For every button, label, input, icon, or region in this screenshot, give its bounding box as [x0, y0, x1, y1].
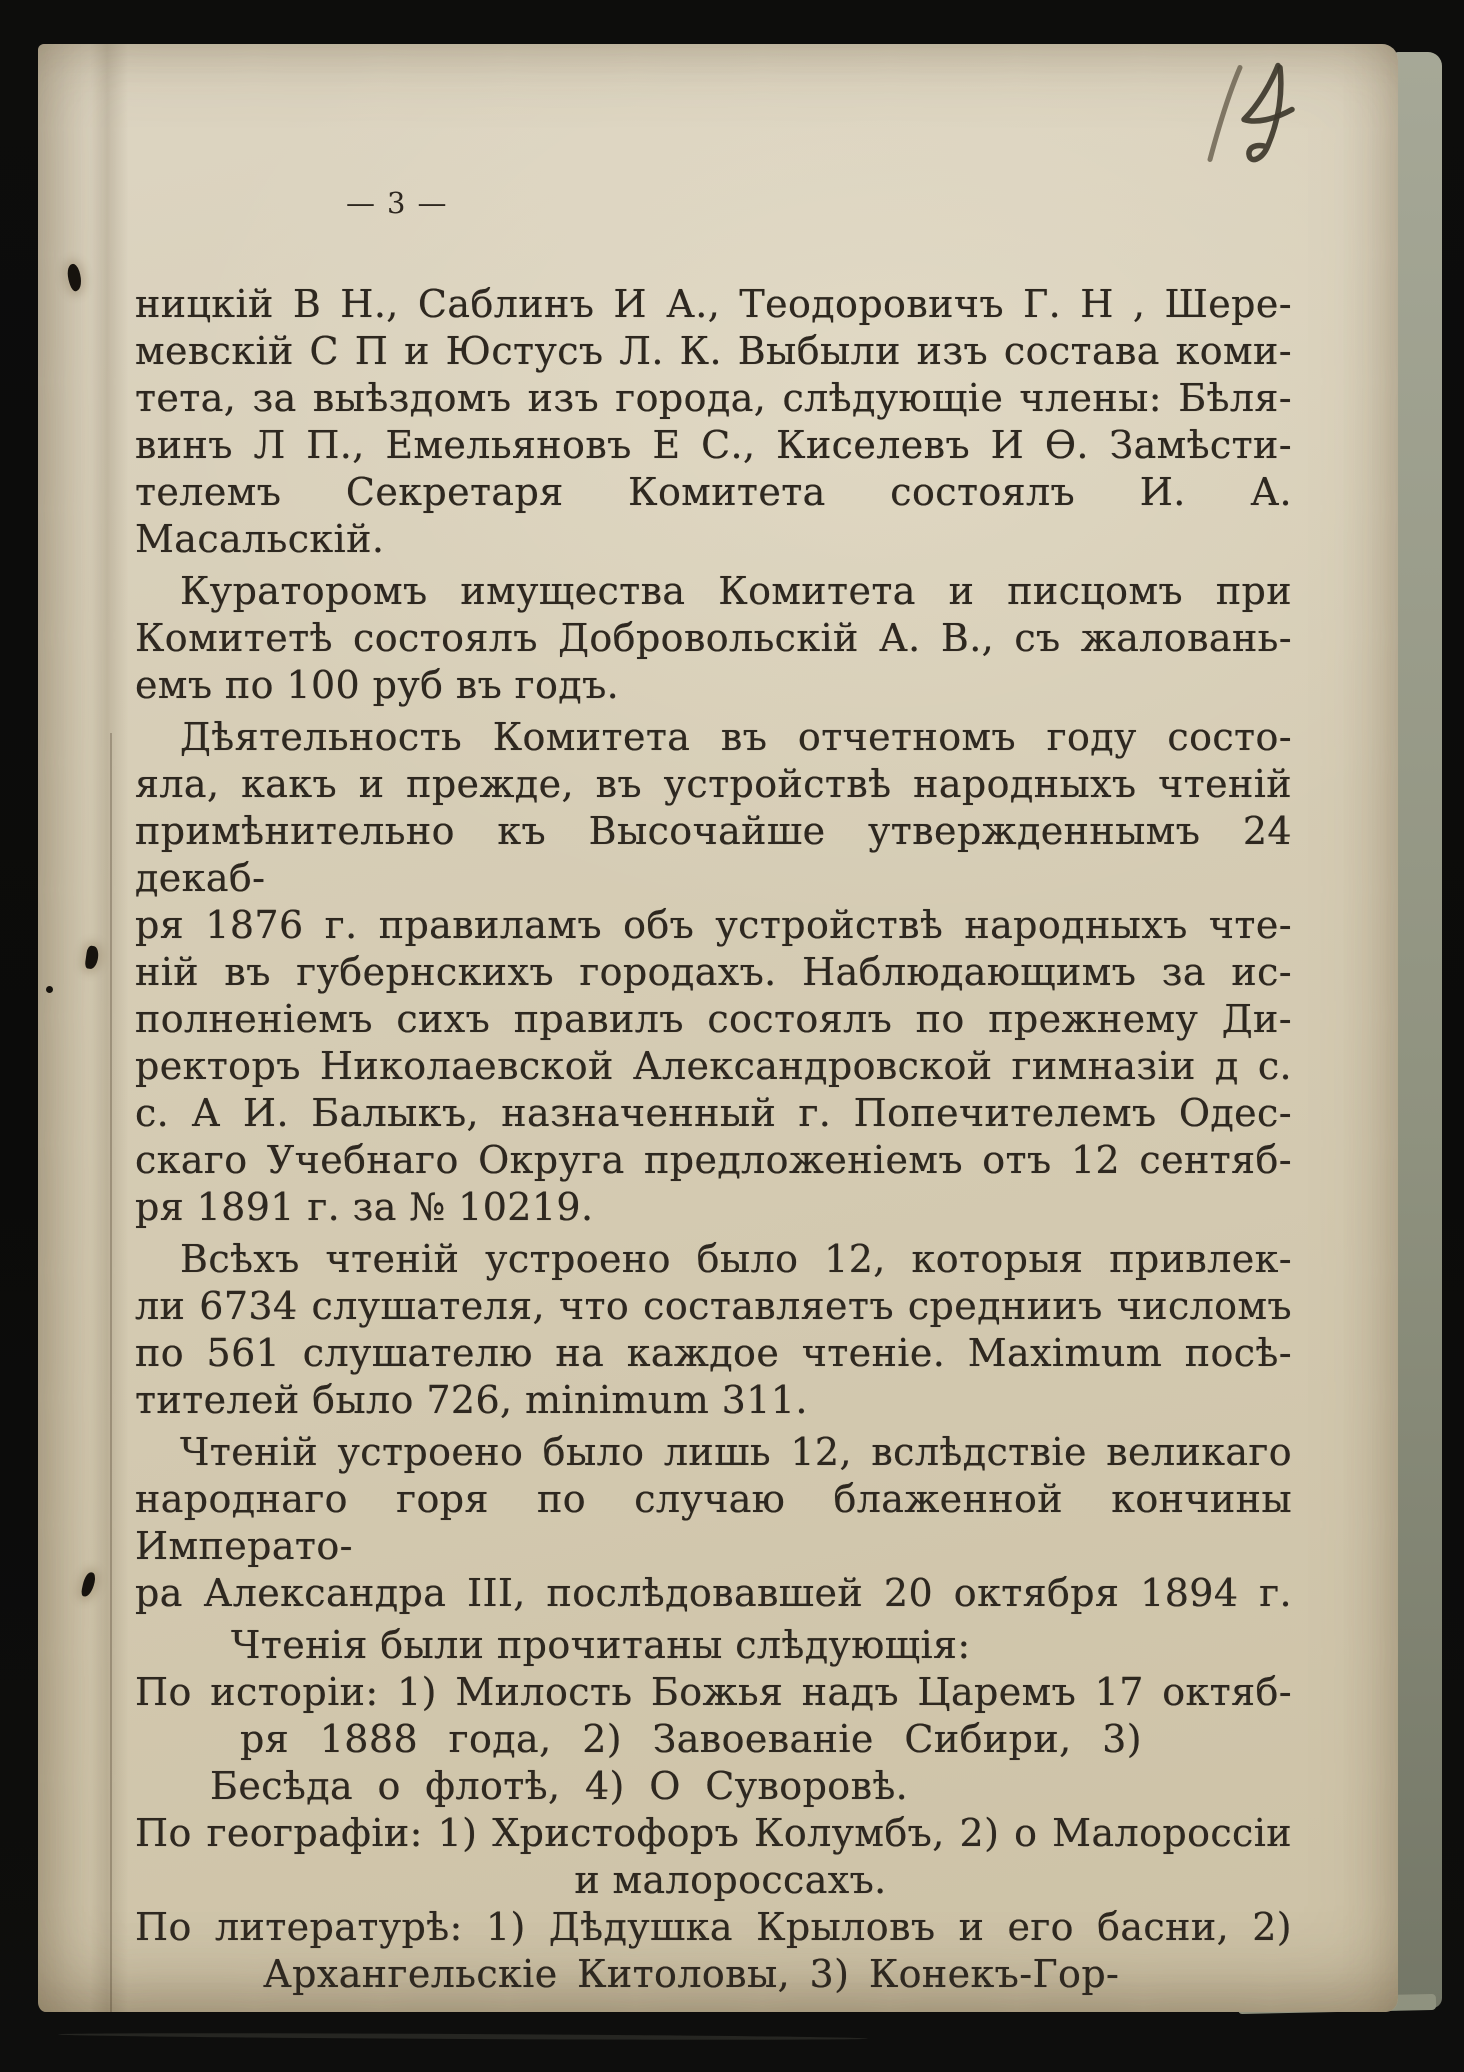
- binding-hole: [64, 263, 85, 293]
- text-line: ря 1876 г. правиламъ объ устройствѣ народныхъ чте-: [135, 903, 1292, 947]
- text-line: По исторіи: 1) Милость Божья надъ Царемъ 17 октяб-: [135, 1670, 1292, 1714]
- text-line: ній въ губернскихъ городахъ. Наблюдающимъ за ис-: [135, 950, 1292, 994]
- binding-hole: [46, 986, 53, 993]
- text-line: тета, за выѣздомъ изъ города, слѣдующіе члены: Бѣля-: [135, 376, 1292, 420]
- text-line: По географіи: 1) Христофоръ Колумбъ, 2) о Малороссіи: [135, 1811, 1292, 1855]
- page-header: [346, 188, 447, 218]
- text-line: ра Александра III, послѣдовавшей 20 октября 1894 г.: [135, 1571, 1292, 1615]
- text-block: [135, 281, 1292, 1998]
- text-line: тителей было 726, minimum 311.: [135, 1378, 808, 1422]
- text-line: По литературѣ: 1) Дѣдушка Крыловъ и его басни, 2): [135, 1905, 1292, 1949]
- text-line: Кураторомъ имущества Комитета и писцомъ при: [180, 569, 1292, 613]
- text-line: по 561 слушателю на каждое чтеніе. Maximum посѣ-: [135, 1331, 1292, 1375]
- text-line: Всѣхъ чтеній устроено было 12, которыя привлек-: [180, 1237, 1292, 1281]
- text-line: яла, какъ и прежде, въ устройствѣ народныхъ чтеній: [135, 762, 1292, 806]
- text-line: Архангельскіе Китоловы, 3) Конекъ-Гор-: [263, 1952, 1120, 1996]
- header-dash-right: —: [417, 186, 448, 220]
- text-line: мевскій С П и Юстусъ Л. К. Выбыли изъ состава коми-: [135, 329, 1292, 373]
- text-line: и малороссахъ.: [574, 1858, 887, 1902]
- text-line: полненіемъ сихъ правилъ состоялъ по прежнему Ди-: [135, 997, 1292, 1041]
- text-line: народнаго горя по случаю блаженной кончины Императо-: [135, 1477, 1292, 1568]
- text-line: Бесѣда о флотѣ, 4) О Суворовѣ.: [210, 1764, 909, 1808]
- handwritten-folio-number: [1198, 58, 1328, 176]
- header-dash-left: —: [346, 186, 376, 220]
- text-line: скаго Учебнаго Округа предложеніемъ отъ 12 сентяб-: [135, 1138, 1292, 1182]
- text-line: ря 1888 года, 2) Завоеваніе Сибири, 3): [240, 1717, 1142, 1761]
- text-line: телемъ Секретаря Комитета состоялъ И. А. Масальскій.: [135, 470, 1292, 561]
- document-page: [38, 44, 1398, 2012]
- text-line: Чтеній устроено было лишь 12, вслѣдствіе великаго: [180, 1430, 1292, 1474]
- text-line: ректоръ Николаевской Александровской гимназіи д с.: [135, 1044, 1292, 1088]
- text-line: ницкій В Н., Саблинъ И А., Теодоровичъ Г. Н , Шере-: [135, 282, 1292, 326]
- text-line: примѣнительно къ Высочайше утвержденнымъ 24 декаб-: [135, 809, 1292, 900]
- text-line: емъ по 100 руб въ годъ.: [135, 663, 620, 707]
- background-streak: [58, 2032, 868, 2041]
- book-pages-edge-right: [1394, 52, 1442, 2008]
- text-line: ря 1891 г. за № 10219.: [135, 1185, 594, 1229]
- text-line: с. А И. Балыкъ, назначенный г. Попечителемъ Одес-: [135, 1091, 1292, 1135]
- text-line: Комитетѣ состоялъ Добровольскій А. В., съ жаловань-: [135, 616, 1292, 660]
- text-line: Дѣятельность Комитета въ отчетномъ году состо-: [180, 715, 1292, 759]
- text-line: ли 6734 слушателя, что составляетъ среднииъ числомъ: [135, 1284, 1292, 1328]
- text-line: Чтенія были прочитаны слѣдующія:: [231, 1623, 971, 1667]
- page-number: 3: [387, 186, 407, 220]
- text-line: винъ Л П., Емельяновъ Е С., Киселевъ И Ѳ. Замѣсти-: [135, 423, 1292, 467]
- binding-crease: [90, 44, 128, 2012]
